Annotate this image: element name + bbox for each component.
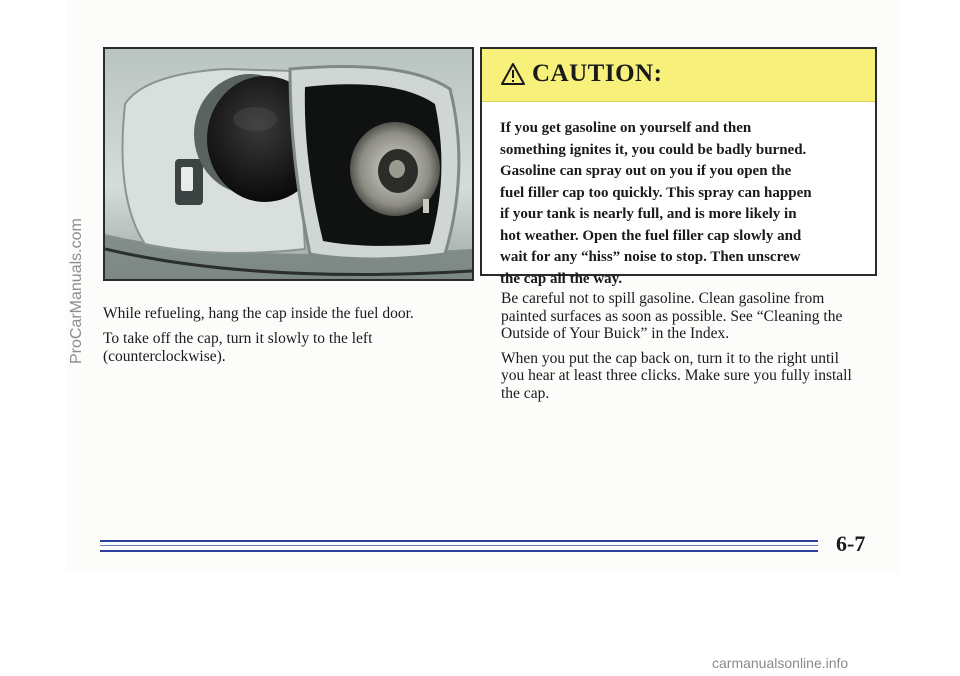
footer-rule-bottom	[100, 550, 818, 552]
caution-line: Gasoline can spray out on you if you open the	[500, 163, 792, 179]
install-cap-paragraph	[501, 350, 886, 403]
caution-line: if your tank is nearly full, and is more likely in	[500, 206, 797, 222]
fuel-door-photo	[103, 47, 474, 281]
caution-body	[482, 102, 875, 290]
install-line: the cap.	[501, 384, 550, 402]
caution-line: hot weather. Open the fuel filler cap slowly and	[500, 227, 802, 244]
side-watermark	[68, 120, 86, 364]
side-watermark-text: ProCarManuals.com	[68, 218, 85, 364]
remove-cap-paragraph	[103, 330, 483, 366]
caution-title: CAUTION:	[532, 60, 663, 87]
page-number: 6-7	[836, 531, 866, 556]
caution-line: fuel filler cap too quickly. This spray can happen	[500, 184, 812, 201]
hang-cap-paragraph: While refueling, hang the cap inside the fuel door.	[103, 305, 414, 322]
left-column-text	[103, 305, 483, 373]
install-line: you hear at least three clicks. Make sure you fully install	[501, 367, 852, 384]
caution-line: the cap all the way.	[500, 270, 623, 287]
caution-line: wait for any “hiss” noise to stop. Then unscrew	[500, 249, 801, 265]
warning-triangle-icon	[501, 63, 525, 85]
install-line: When you put the cap back on, turn it to the right until	[501, 349, 839, 367]
caution-line: something ignites it, you could be badly burned.	[500, 141, 807, 158]
footer-rule-top	[100, 540, 818, 542]
fuel-door-illustration	[105, 49, 472, 279]
remove-cap-line-1: To take off the cap, turn it slowly to the left	[103, 330, 373, 347]
bottom-watermark: carmanualsonline.info	[712, 655, 849, 671]
spill-paragraph	[501, 290, 886, 343]
spill-line: painted surfaces as soon as possible. See “Cleaning the	[501, 307, 843, 325]
spill-line: Be careful not to spill gasoline. Clean gasoline from	[501, 290, 825, 307]
caution-box	[480, 47, 877, 287]
remove-cap-line-2: (counterclockwise).	[103, 348, 226, 365]
caution-header	[482, 49, 875, 102]
right-column-text	[501, 290, 886, 409]
caution-line: If you get gasoline on yourself and then	[500, 120, 752, 136]
footer-rule-middle	[100, 545, 818, 546]
spill-line: Outside of Your Buick” in the Index.	[501, 325, 730, 342]
